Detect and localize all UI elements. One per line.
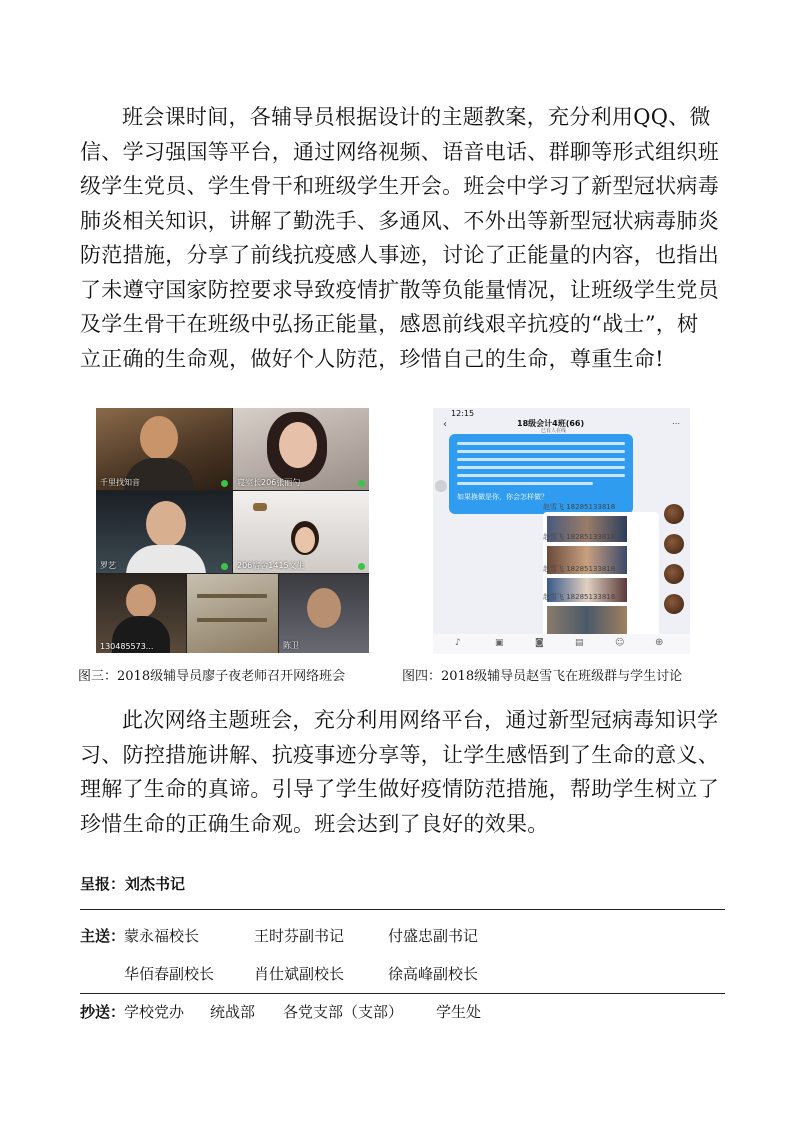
participant-name: 罗艺 [100,561,116,570]
text-line: 此次网络主题班会，充分利用网络平台，通过新型冠病毒知识学 [122,708,719,732]
emoji-icon[interactable]: ☺ [615,638,625,648]
video-tile [187,574,278,653]
status-time: 12:15 [451,409,475,418]
participant-name: 206宿舍1415文生 [237,561,305,570]
send-to-label: 主送： [80,927,126,945]
avatar [664,534,684,554]
mic-icon [221,480,228,487]
sender-name: 赵雪飞 18285133818 [543,533,616,541]
chat-header [433,418,690,434]
camera-icon[interactable]: ◙ [535,638,544,648]
video-tile [96,491,232,573]
divider [80,993,725,994]
copy-recipient: 统战部 [210,1003,256,1021]
text-line: 防范措施，分享了前线抗疫感人事迹，讨论了正能量的内容，也指出 [80,243,719,267]
image-icon[interactable]: ▣ [495,638,504,648]
participant-name: 陈卫 [283,641,299,650]
chat-subtitle: 已有人在线 [541,428,567,434]
back-icon[interactable]: ‹ [443,419,447,430]
recipient: 华佰春副校长 [124,965,215,983]
text-line: 了未遵守国家防控要求导致疫情扩散等负能量情况，让班级学生党员 [80,277,719,302]
figure-caption: 图四：2018级辅导员赵雪飞在班级群与学生讨论 [402,669,683,684]
avatar [664,564,684,584]
sender-name: 赵雪飞 18285133818 [543,593,616,601]
video-tile [279,574,369,653]
avatar [664,594,684,614]
redpacket-icon[interactable]: ▤ [575,638,584,648]
copy-to-label: 抄送： [80,1003,126,1021]
chat-title: 18级会计4班(66) [517,419,585,428]
text-line: 珍惜生命的正确生命观。班会达到了良好的效果。 [80,811,549,836]
divider [80,909,725,910]
video-tile [96,408,232,490]
plus-icon[interactable]: ⊕ [655,637,664,648]
video-tile [233,408,369,490]
more-icon[interactable]: ⋯ [672,419,680,428]
video-tile [96,574,186,653]
text-line: 及学生骨干在班级中弘扬正能量，感恩前线艰辛抗疫的“战士”，树 [80,312,699,336]
figure-caption: 图三：2018级辅导员廖子夜老师召开网络班会 [78,669,346,684]
recipient: 蒙永福校长 [124,927,200,945]
text-line: 肺炎相关知识，讲解了勤洗手、多通风、不外出等新型冠状病毒肺炎 [80,208,719,233]
video-tile [233,491,369,573]
recipient: 徐高峰副校长 [388,965,479,983]
copy-recipient: 学校党办 [124,1003,185,1021]
status-bar [433,408,690,418]
mic-icon [358,563,365,570]
recipient: 肖仕斌副校长 [254,965,345,983]
copy-recipient: 各党支部（支部） [283,1003,404,1021]
copy-recipient: 学生处 [436,1003,482,1021]
mic-icon [358,480,365,487]
recipient: 付盛忠副书记 [388,927,479,945]
question-text: 如果换做是你，你会怎样做？ [457,493,548,501]
text-line: 信、学习强国等平台，通过网络视频、语音电话、群聊等形式组织班 [80,139,719,164]
avatar [664,504,684,524]
text-line: 班会课时间，各辅导员根据设计的主题教案，充分利用QQ、微 [122,105,711,129]
participant-name: 千里找知音 [100,478,140,487]
avatar [435,480,447,492]
text-line: 立正确的生命观，做好个人防范，珍惜自己的生命，尊重生命! [80,346,664,371]
recipient: 王时芬副书记 [254,927,345,945]
report-to: 呈报：刘杰书记 [80,875,186,893]
chat-toolbar [433,634,690,654]
body-paragraph-2 [80,703,720,841]
sender-name: 赵雪飞 18285133818 [543,503,616,511]
mic-icon [221,563,228,570]
sender-name: 赵雪飞 18285133818 [543,565,616,573]
chat-group-screenshot [433,408,690,654]
video-meeting-photo [96,408,369,653]
text-line: 理解了生命的真谛。引导了学生做好疫情防范措施，帮助学生树立了 [80,777,719,801]
voice-icon[interactable]: ♪ [455,638,461,648]
text-line: 级学生党员、学生骨干和班级学生开会。班会中学习了新型冠状病毒 [80,174,719,198]
participant-name: 130485573... [100,642,154,651]
text-line: 习、防控措施讲解、抗疫事迹分享等，让学生感悟到了生命的意义、 [80,742,719,767]
participant-name: 寝室长206张丽勺 [237,478,301,487]
body-paragraph-1 [80,100,720,376]
